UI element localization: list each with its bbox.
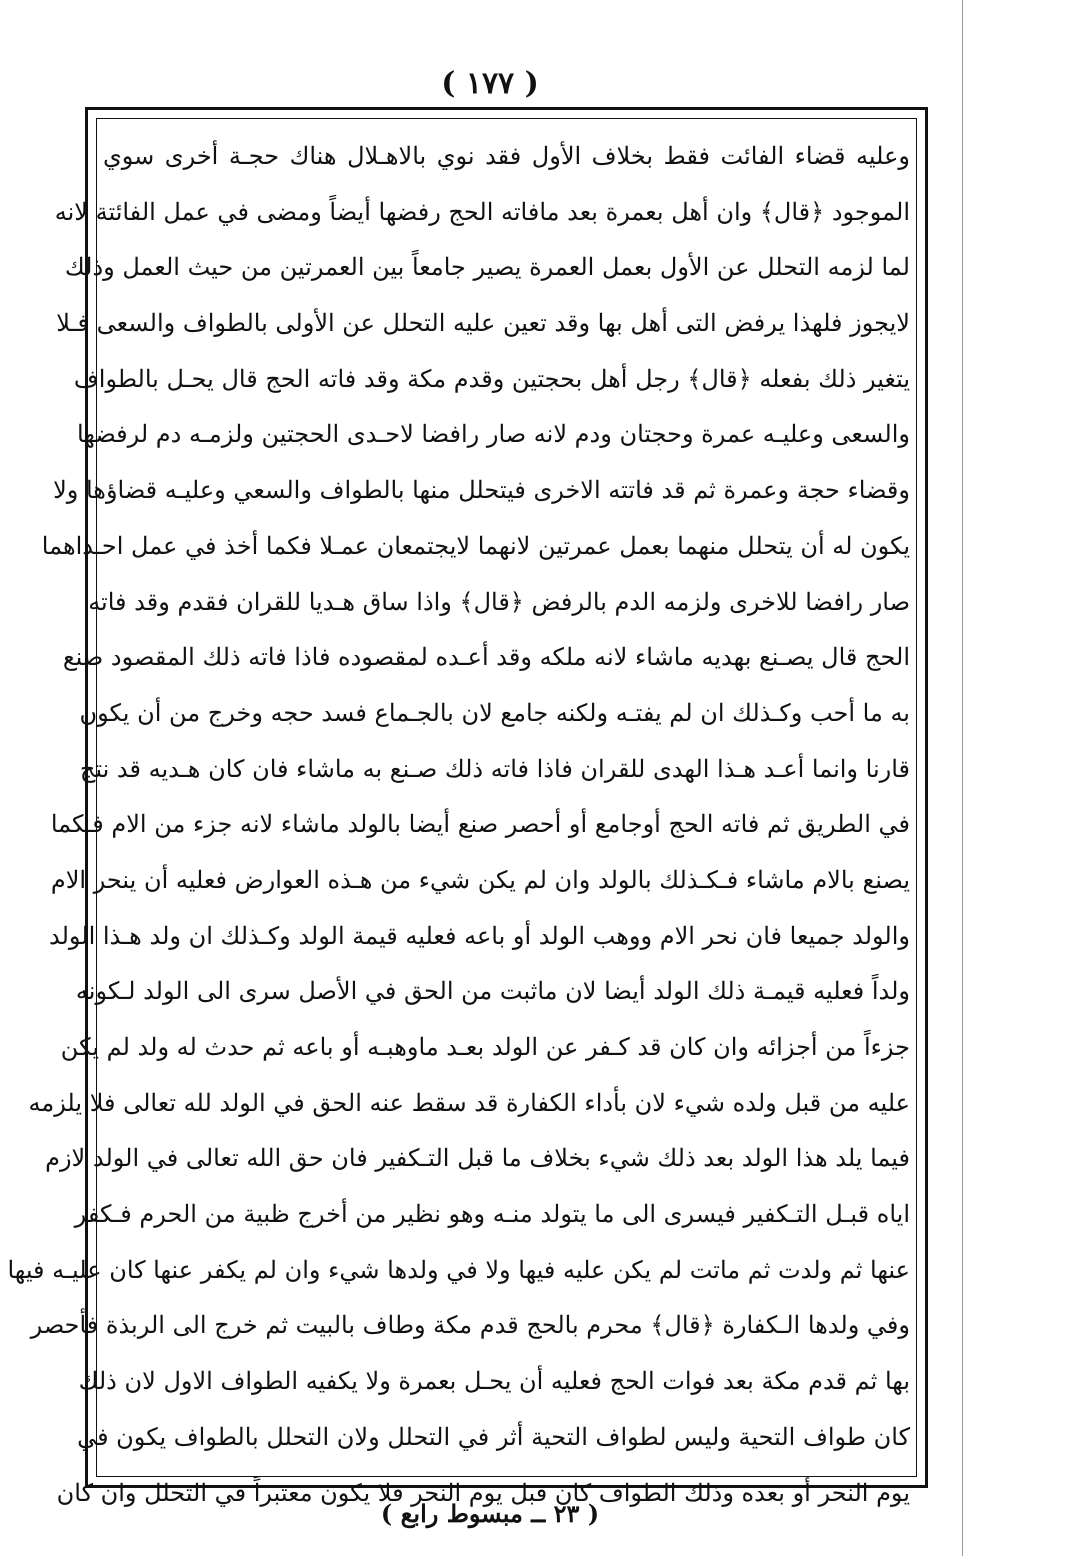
body-text bbox=[7, 129, 910, 1521]
text-line: عنها ثم ولدت ثم ماتت لم يكن عليه فيها ولا في ولدها شيء وان لم يكفر عنها كان عليـه فيها bbox=[7, 1255, 910, 1284]
text-line: كان طواف التحية وليس لطواف التحية أثر في التحلل ولان التحلل بالطواف يكون في bbox=[77, 1422, 910, 1451]
text-line: قارنا وانما أعـد هـذا الهدى للقران فاذا فاته ذلك صـنع به ماشاء فان كان هـديه قد نتج bbox=[79, 754, 910, 783]
text-line: جزءاً من أجزائه وان كان قد كـفر عن الولد بعـد ماوهبـه أو باعه ثم حدث له ولد لم يكن bbox=[60, 1033, 910, 1061]
text-frame-inner bbox=[7, 118, 917, 1507]
text-line: يصنع بالام ماشاء فـكـذلك بالولد وان لم يكن شيء من هـذه العوارض فعليه أن ينحر الام bbox=[50, 865, 910, 894]
text-line: لايجوز فلهذا يرفض التى أهل بها وقد تعين عليه التحلل عن الأولى بالطواف والسعى فـلا bbox=[56, 309, 910, 338]
signature-footer: ( ٢٣ ــ مبسوط رابع ) bbox=[380, 1499, 600, 1528]
text-line: ولداً فعليه قيمـة ذلك الولد أيضا لان ماثبت من الحق في الأصل سرى الى الولد لـكونه bbox=[75, 977, 910, 1006]
page-number: ( ١٧٧ ) bbox=[441, 66, 539, 101]
text-line: في الطريق ثم فاته الحج أوجامع أو أحصر صنع أيضا بالولد ماشاء لانه جزء من الام فـكما bbox=[50, 810, 910, 839]
text-line: يتغير ذلك بفعله ﴿قال﴾ رجل أهل بحجتين وقدم مكة وقد فاته الحج قال يحـل بالطواف bbox=[73, 364, 910, 393]
text-line: يكون له أن يتحلل منهما بعمل عمرتين لانهما لايجتمعان عمـلا فكما أخذ في عمل احـداهما bbox=[41, 531, 910, 560]
right-margin-rule bbox=[962, 0, 963, 1556]
text-line: وفي ولدها الـكفارة ﴿قال﴾ محرم بالحج قدم مكة وطاف بالبيت ثم خرج الى الربذة فأحصر bbox=[30, 1311, 910, 1340]
text-line: والولد جميعا فان نحر الام ووهب الولد أو باعه فعليه قيمة الولد وكـذلك ان ولد هـذا الولد bbox=[48, 921, 910, 950]
text-line: الحج قال يصـنع بهديه ماشاء لانه ملكه وقد أعـده لمقصوده فاذا فاته ذلك المقصود صنع bbox=[62, 643, 910, 672]
text-line: يوم النحر أو بعده وذلك الطواف كان قبل يوم النحر فلا يكون معتبراً في التحلل وان كان bbox=[56, 1478, 910, 1507]
text-line: صار رافضا للاخرى ولزمه الدم بالرفض ﴿قال﴾ واذا ساق هـديا للقران فقدم وقد فاته bbox=[88, 587, 910, 616]
text-line: عليه من قبل ولده شيء لان بأداء الكفارة قد سقط عنه الحق في الولد لله تعالى فلا يلزمه bbox=[28, 1088, 910, 1117]
text-frame bbox=[7, 107, 928, 1507]
text-line: والسعى وعليـه عمرة وحجتان ودم لانه صار رافضا لاحـدى الحجتين ولزمـه دم لرفضها bbox=[76, 420, 910, 449]
text-line: فيما يلد هذا الولد بعد ذلك شيء بخلاف ما قبل التـكفير فان حق الله تعالى في الولد لازم bbox=[45, 1144, 910, 1173]
text-line: به ما أحب وكـذلك ان لم يفتـه ولكنه جامع لان بالجـماع فسد حجه وخرج من أن يكون bbox=[79, 698, 910, 727]
text-line: بها ثم قدم مكة بعد فوات الحج فعليه أن يحـل بعمرة ولا يكفيه الطواف الاول لان ذلك bbox=[78, 1367, 910, 1396]
text-line: وعليه قضاء الفائت فقط بخلاف الأول فقد نوي بالاهـلال هناك حجـة أخرى سوي bbox=[103, 142, 910, 170]
text-line: الموجود ﴿قال﴾ وان أهل بعمرة بعد مافاته الحج رفضها أيضاً ومضى في عمل الفائتة لانه bbox=[54, 197, 910, 226]
text-line: اياه قبـل التـكفير فيسرى الى ما يتولد منـه وهو نظير من أخرج ظبية من الحرم فـكفر bbox=[74, 1200, 910, 1229]
text-line: لما لزمه التحلل عن الأول بعمل العمرة يصير جامعاً بين العمرتين من حيث العمل وذلك bbox=[64, 253, 910, 282]
text-line: وقضاء حجة وعمرة ثم قد فاتته الاخرى فيتحلل منها بالطواف والسعي وعليـه قضاؤها ولا bbox=[53, 476, 910, 505]
